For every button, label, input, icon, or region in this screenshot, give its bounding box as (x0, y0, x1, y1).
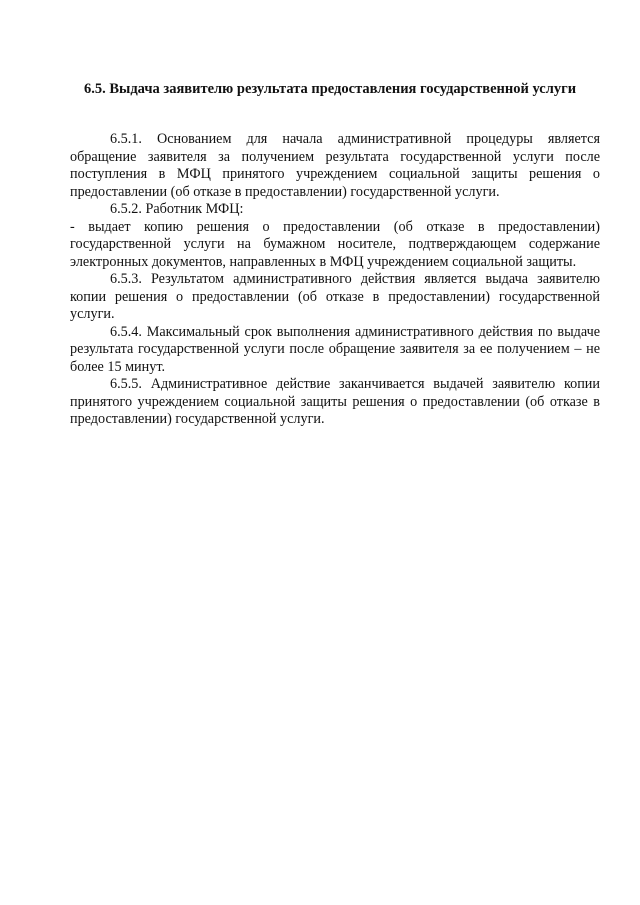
section-body (70, 131, 600, 429)
paragraph-6-5-4: 6.5.4. Максимальный срок выполнения административного действия по выдаче результата государственной услуги после обращение заявителя за ее получением – не более 15 минут. (70, 323, 600, 375)
paragraph-6-5-2-item: - выдает копию решения о предоставлении (об отказе в предоставлении) государственной услуги на бумажном носителе, подтверждающем содержание электронных документов, направленных в МФЦ учреждением социальной защиты. (70, 218, 600, 270)
paragraph-6-5-3: 6.5.3. Результатом административного действия является выдача заявителю копии решения о предоставлении (об отказе в предоставлении) государственной услуги. (70, 271, 600, 322)
paragraph-6-5-1: 6.5.1. Основанием для начала административной процедуры является обращение заявителя за получением результата государственной услуги после поступления в МФЦ принятого учреждением социальной защиты решения о предоставлении (об отказе в предоставлении) государственной услуги. (70, 131, 600, 200)
section-title: 6.5. Выдача заявителю результата предоставления государственной услуги (83, 81, 577, 97)
paragraph-6-5-2: 6.5.2. Работник МФЦ: (110, 201, 244, 217)
paragraph-6-5-5: 6.5.5. Административное действие заканчивается выдачей заявителю копии принятого учреждением социальной защиты решения о предоставлении (об отказе в предоставлении) государственной услуги. (70, 376, 600, 427)
